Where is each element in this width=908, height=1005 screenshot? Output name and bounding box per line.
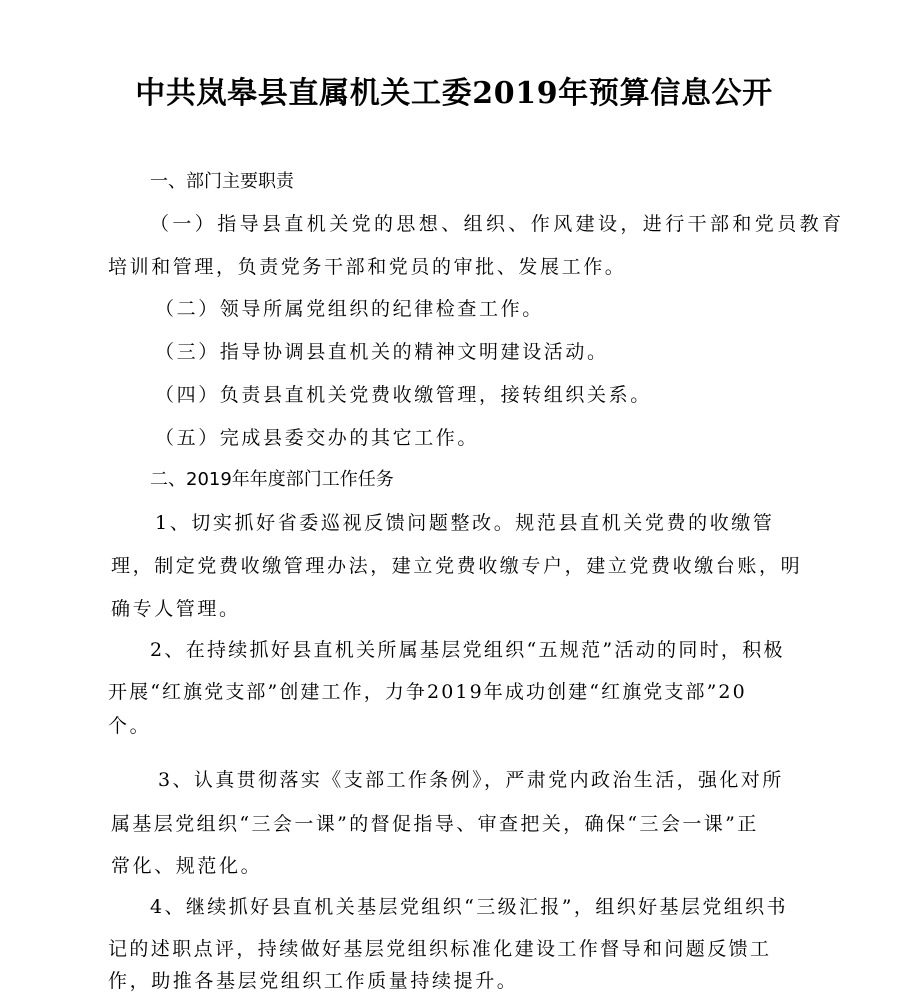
section-heading-tasks: 二、2019年年度部门工作任务 [150, 469, 394, 490]
section-heading-duties: 一、部门主要职责 [150, 171, 294, 192]
task-3-line-1: 3、认真贯彻落实《支部工作条例》，严肃党内政治生活，强化对所 [158, 769, 784, 791]
task-4-line-3: 作，助推各基层党组织工作质量持续提升。 [108, 970, 519, 992]
duty-item-1-line-1: （一）指导县直机关党的思想、组织、作风建设，进行干部和党员教育 [150, 213, 845, 235]
task-2-line-1: 2、在持续抓好县直机关所属基层党组织“五规范”活动的同时，积极 [150, 639, 785, 661]
task-3-line-2: 属基层党组织“三会一课”的督促指导、审查把关，确保“三会一课”正 [111, 813, 759, 835]
task-4-line-2: 记的述职点评，持续做好基层党组织标准化建设工作督导和问题反馈工 [108, 938, 772, 960]
task-1-line-3: 确专人管理。 [111, 598, 241, 620]
duty-item-1-line-2: 培训和管理，负责党务干部和党员的审批、发展工作。 [108, 256, 627, 278]
task-3-line-3: 常化、规范化。 [111, 855, 263, 877]
task-1-line-2: 理，制定党费收缴管理办法，建立党费收缴专户，建立党费收缴台账，明 [111, 555, 803, 577]
task-2-line-3: 个。 [108, 715, 152, 737]
duty-item-4: （四）负责县直机关党费收缴管理，接转组织关系。 [155, 384, 652, 406]
duty-item-5: （五）完成县委交办的其它工作。 [155, 427, 480, 449]
task-2-line-2: 开展“红旗党支部”创建工作，力争2019年成功创建“红旗党支部”20 [108, 681, 747, 703]
duty-item-3: （三）指导协调县直机关的精神文明建设活动。 [155, 341, 609, 363]
task-1-line-1: 1、切实抓好省委巡视反馈问题整改。规范县直机关党费的收缴管 [155, 512, 775, 534]
document-title: 中共岚皋县直属机关工委2019年预算信息公开 [135, 76, 773, 111]
duty-item-2: （二）领导所属党组织的纪律检查工作。 [155, 298, 544, 320]
task-4-line-1: 4、继续抓好县直机关基层党组织“三级汇报”，组织好基层党组织书 [150, 896, 788, 918]
